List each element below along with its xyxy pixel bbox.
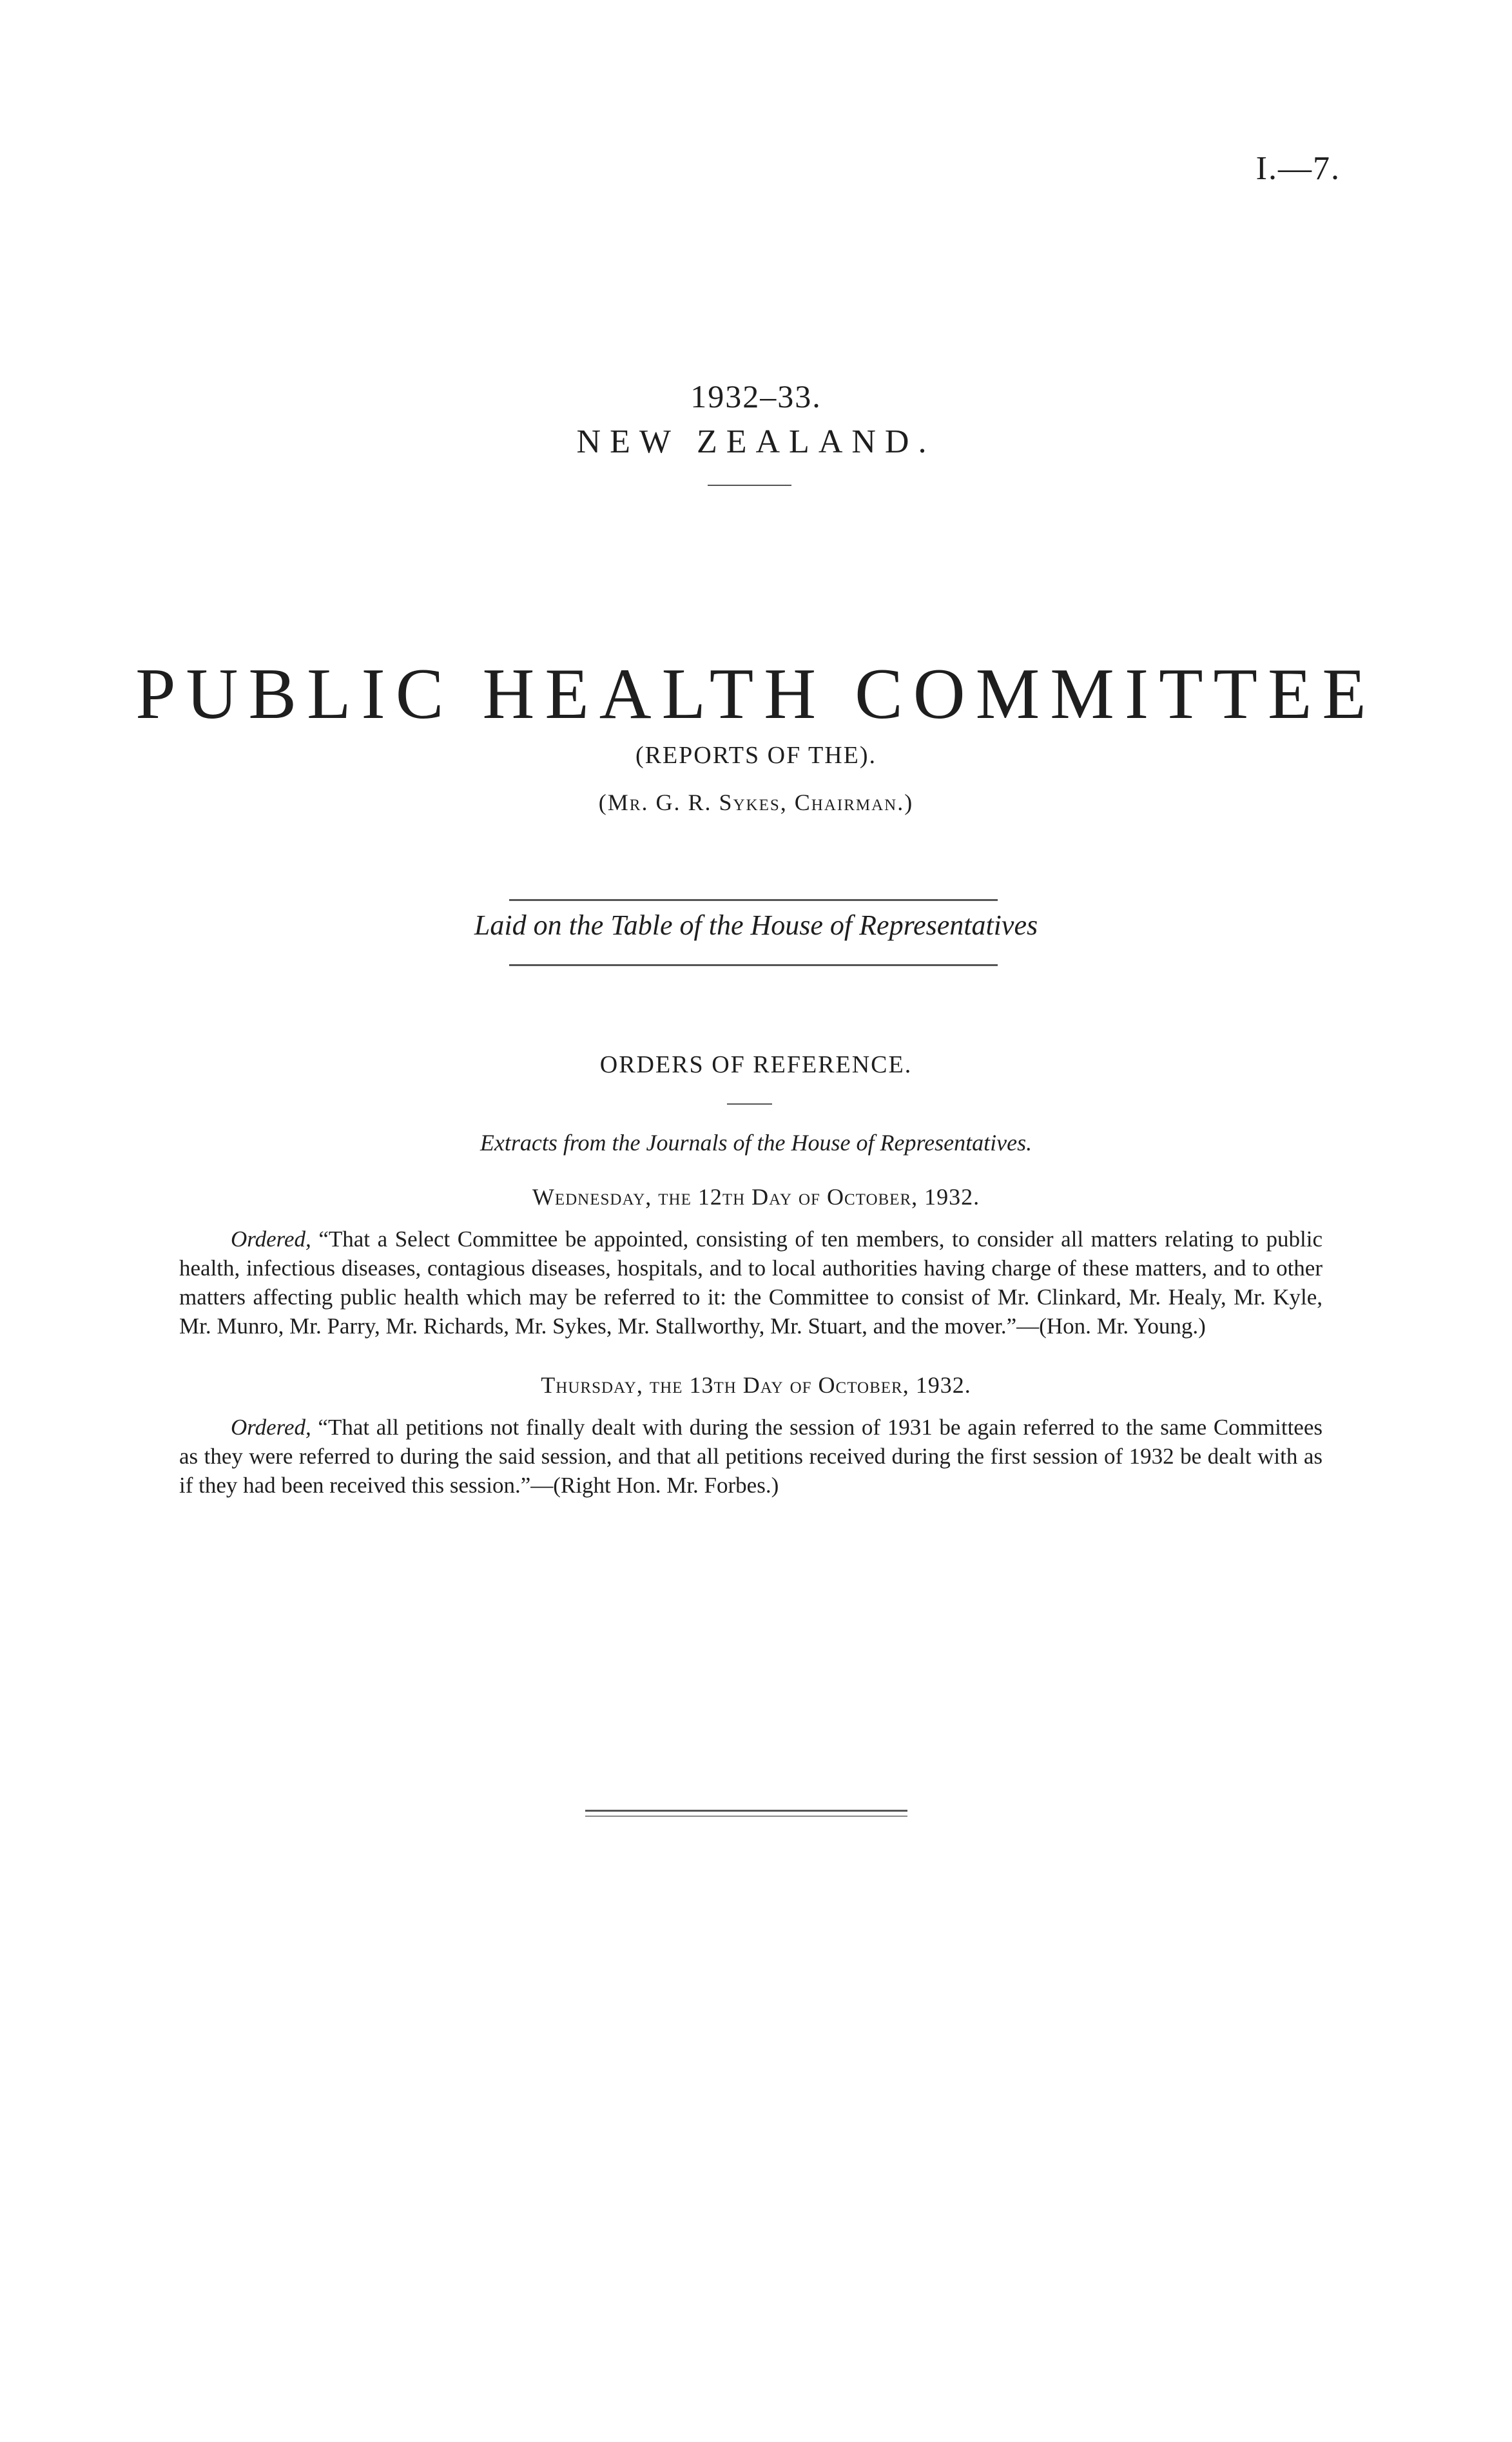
- ordered-lead-2: Ordered,: [231, 1415, 311, 1440]
- chairman-line: (Mr. G. R. Sykes, Chairman.): [598, 790, 914, 815]
- country: NEW ZEALAND.: [576, 423, 936, 460]
- closing-rule: [585, 1810, 907, 1817]
- top-rule-laid: [509, 899, 998, 901]
- subtitle: (REPORTS OF THE).: [635, 742, 877, 769]
- ordered-lead-1: Ordered,: [231, 1226, 311, 1252]
- laid-on-table: Laid on the Table of the House of Representatives: [474, 909, 1038, 941]
- country-rule: [708, 485, 791, 486]
- date-heading-wednesday: Wednesday, the 12th Day of October, 1932.: [532, 1184, 980, 1210]
- orders-rule: [727, 1103, 772, 1105]
- extracts-note: Extracts from the Journals of the House of Representatives.: [480, 1130, 1032, 1156]
- page-code: I.—7.: [1255, 150, 1341, 187]
- order-body-1: “That a Select Committee be appointed, consisting of ten members, to consider all matters relating to public health, infectious diseases, contagious diseases, hospitals, and to local authorities having charge of these matters, and to other matters affecting public health which may be referred to it: the Committee to consist of Mr. Clinkard, Mr. Healy, Mr. Kyle, Mr. Munro, Mr. Parry, Mr. Richards, Mr. Sykes, Mr. Stallworthy, Mr. Stuart, and the mover.”—(Hon. Mr. Young.): [179, 1226, 1323, 1339]
- main-title: PUBLIC HEALTH COMMITTEE: [135, 654, 1377, 734]
- order-paragraph-2: [179, 1413, 1323, 1500]
- order-paragraph-1: [179, 1225, 1323, 1341]
- orders-heading: ORDERS OF REFERENCE.: [599, 1051, 913, 1078]
- year: 1932–33.: [690, 378, 822, 414]
- order-body-2: “That all petitions not finally dealt with during the session of 1931 be again referred to the same Committees as they were referred to during the said session, and that all petitions received during the first session of 1932 be dealt with as if they had been received this session.”—(Right Hon. Mr. Forbes.): [179, 1415, 1323, 1498]
- bottom-rule-laid: [509, 964, 998, 966]
- date-heading-thursday: Thursday, the 13th Day of October, 1932.: [541, 1372, 971, 1398]
